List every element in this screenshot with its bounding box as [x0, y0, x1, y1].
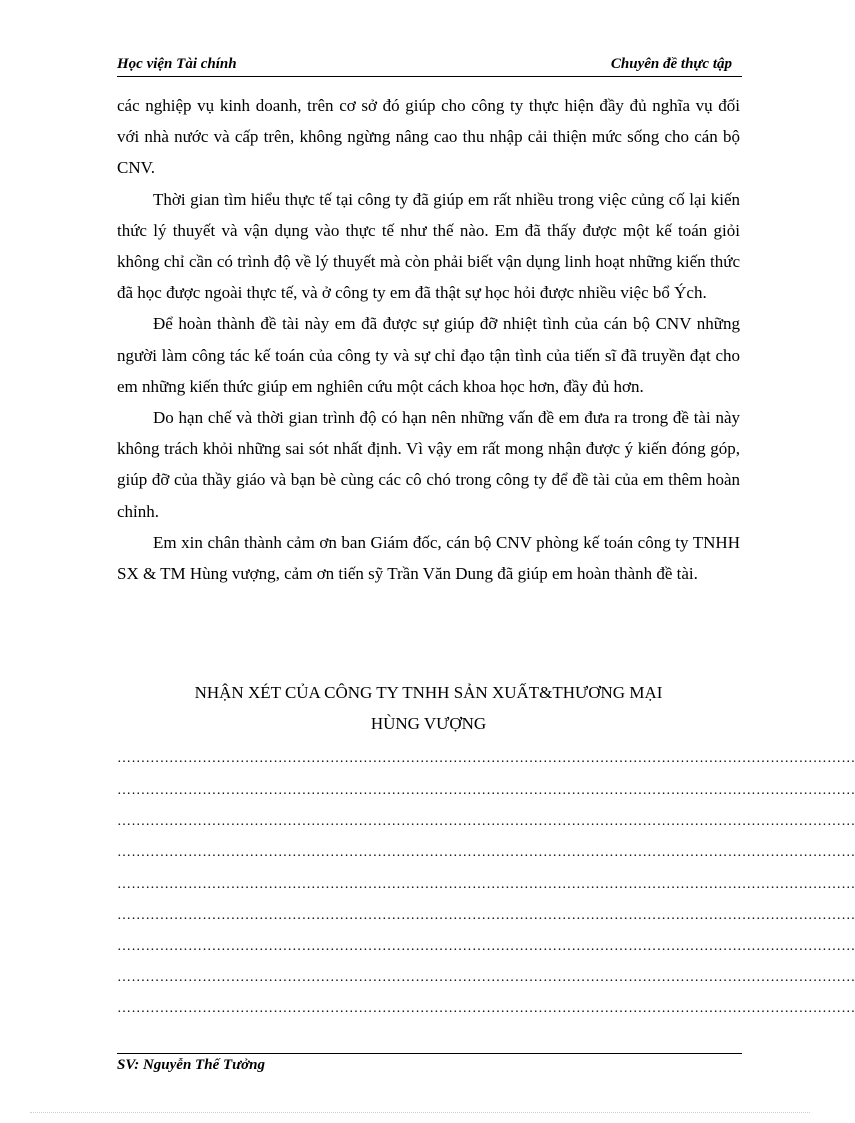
page-bottom-border: [30, 1112, 810, 1113]
dotted-line: …………………………………………………………………………………………………………………………………………: [117, 751, 855, 766]
dotted-line: …………………………………………………………………………………………………………………………………………: [117, 845, 855, 860]
body-text: [117, 90, 740, 589]
dotted-line: …………………………………………………………………………………………………………………………………………: [117, 970, 855, 985]
paragraph-continued: các nghiệp vụ kinh doanh, trên cơ sở đó giúp cho công ty thực hiện đầy đủ nghĩa vụ đối với nhà nước và cấp trên, không ngừng nâng cao thu nhập cải thiện mức sống cho cán bộ CNV.: [117, 96, 740, 178]
dotted-line: …………………………………………………………………………………………………………………………………………: [117, 1001, 855, 1016]
section-title: NHẬN XÉT CỦA CÔNG TY TNHH SẢN XUẤT&THƯƠNG MẠI: [194, 683, 663, 702]
dotted-line: …………………………………………………………………………………………………………………………………………: [117, 783, 855, 798]
section-title-company: HÙNG VƯỢNG: [370, 714, 487, 733]
dotted-line: …………………………………………………………………………………………………………………………………………: [117, 877, 855, 892]
header-report-type: Chuyên đề thực tập: [610, 56, 732, 72]
footer-rule: [117, 1053, 742, 1054]
footer-student-name: SV: Nguyễn Thế Tưởng: [117, 1057, 266, 1073]
dotted-line: …………………………………………………………………………………………………………………………………………: [117, 814, 855, 829]
page-header: [117, 54, 742, 77]
paragraph: Em xin chân thành cảm ơn ban Giám đốc, cán bộ CNV phòng kế toán công ty TNHH SX & TM Hùng vượng, cảm ơn tiến sỹ Trần Văn Dung đã giúp em hoàn thành đề tài.: [117, 532, 740, 584]
dotted-line: …………………………………………………………………………………………………………………………………………: [117, 939, 855, 954]
header-institution: Học viện Tài chính: [117, 56, 237, 72]
paragraph: Để hoàn thành đề tài này em đã được sự giúp đỡ nhiệt tình của cán bộ CNV những người làm công tác kế toán của công ty và sự chỉ đạo tận tình của tiến sĩ đã truyền đạt cho em những kiến thức giúp em nghiên cứu một cách khoa học hơn, đầy đủ hơn.: [117, 314, 740, 396]
dotted-line: …………………………………………………………………………………………………………………………………………: [117, 908, 855, 923]
paragraph: Thời gian tìm hiểu thực tế tại công ty đã giúp em rất nhiều trong việc củng cố lại kiến thức lý thuyết và vận dụng vào thực tế như thế nào. Em đã thấy được một kế toán giỏi không chỉ cần có trình độ về lý thuyết mà còn phải biết vận dụng linh hoạt những kiến thức đã học được ngoài thực tế, và ở công ty em đã thật sự học hỏi được nhiều việc bổ Ých.: [117, 189, 740, 303]
paragraph: Do hạn chế và thời gian trình độ có hạn nên những vấn đề em đưa ra trong đề tài này không trách khỏi những sai sót nhất định. Vì vậy em rất mong nhận được ý kiến đóng góp, giúp đỡ của thầy giáo và bạn bè cùng các cô chó trong công ty để đề tài của em thêm hoàn chỉnh.: [117, 408, 740, 521]
